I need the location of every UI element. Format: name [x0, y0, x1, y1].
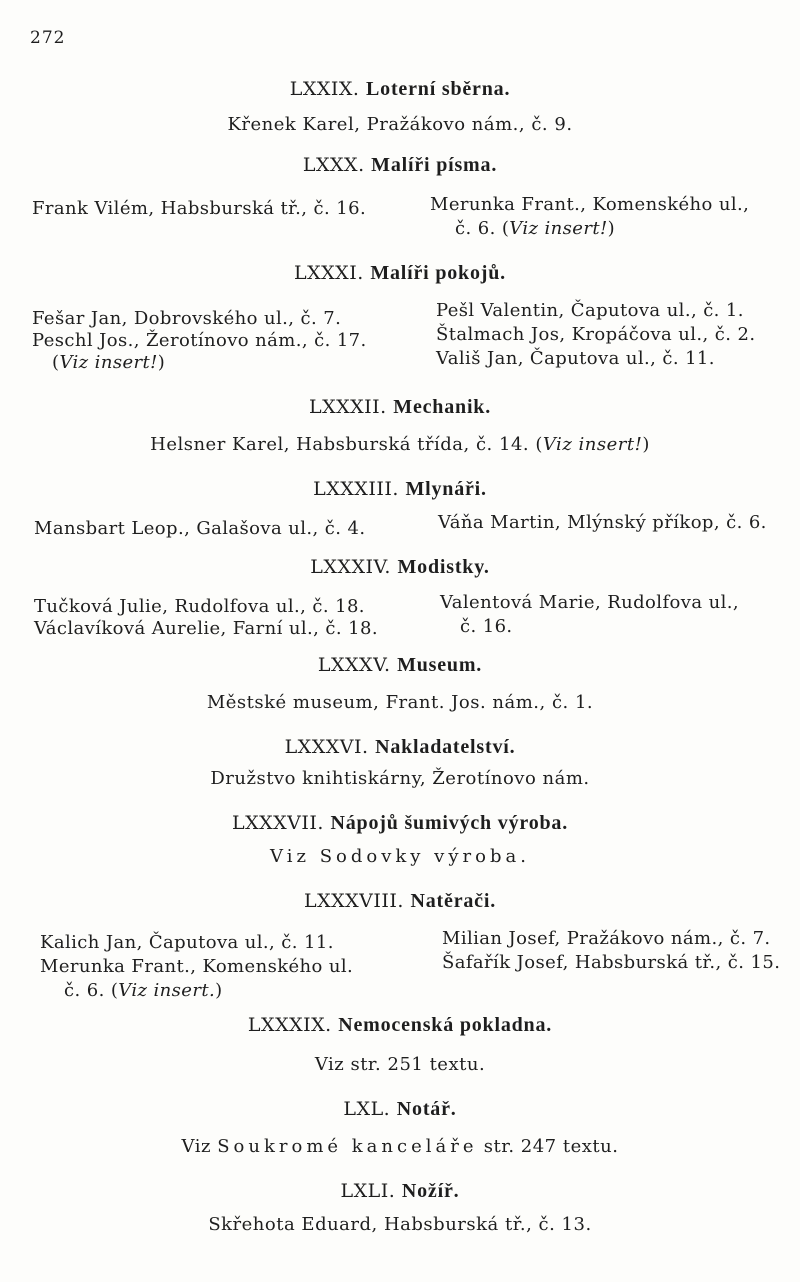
- section-number: LXXXIX.: [247, 1014, 332, 1036]
- section-heading-81: [0, 262, 800, 285]
- entry-line: Vališ Jan, Čaputova ul., č. 11.: [436, 348, 715, 369]
- insert-note: Viz insert!: [509, 218, 608, 239]
- entry-line: Viz Sodovky výroba.: [270, 846, 530, 867]
- section-number: LXXXV.: [317, 654, 391, 676]
- entry-line: Milian Josef, Pražákovo nám., č. 7.: [442, 928, 771, 949]
- section-title: Museum.: [397, 654, 483, 676]
- entry-line: Tučková Julie, Rudolfova ul., č. 18.: [34, 596, 365, 617]
- entry-line: Merunka Frant., Komenského ul.,: [430, 194, 750, 215]
- entry-line: Křenek Karel, Pražákovo nám., č. 9.: [227, 114, 573, 135]
- section-title: Nakladatelství.: [375, 736, 516, 758]
- entry-line: Pešl Valentin, Čaputova ul., č. 1.: [436, 300, 744, 321]
- section-title: Nápojů šumivých výroba.: [330, 812, 569, 834]
- section-heading-89: [0, 1014, 800, 1037]
- section-title: Modistky.: [397, 556, 490, 578]
- section-number: LXLI.: [340, 1180, 396, 1202]
- section-heading-86: [0, 736, 800, 759]
- section-number: LXXXIV.: [310, 556, 391, 578]
- section-heading-91: [0, 1180, 800, 1203]
- entry-line: Helsner Karel, Habsburská třída, č. 14. (Viz insert!): [150, 434, 650, 455]
- entry-line: č. 16.: [460, 616, 513, 637]
- page-number: 272: [30, 28, 66, 48]
- section-title: Nemocenská pokladna.: [338, 1014, 553, 1036]
- section-heading-90: [0, 1098, 800, 1121]
- section-heading-84: [0, 556, 800, 579]
- entry-line: Merunka Frant., Komenského ul.: [40, 956, 354, 977]
- insert-note: Viz insert!: [59, 352, 158, 373]
- section-number: LXXXII.: [308, 396, 387, 418]
- entry-line: Viz str. 251 textu.: [314, 1054, 486, 1075]
- entry-line: č. 6. (Viz insert!): [455, 218, 616, 239]
- entry-line: Městské museum, Frant. Jos. nám., č. 1.: [206, 692, 594, 713]
- section-title: Mechanik.: [393, 396, 492, 418]
- section-heading-83: [0, 478, 800, 501]
- section-number: LXXX.: [302, 154, 365, 176]
- entry-line: Družstvo knihtiskárny, Žerotínovo nám.: [210, 768, 590, 789]
- section-heading-79: [0, 78, 800, 101]
- section-number: LXXXIII.: [313, 478, 399, 500]
- entry-line: Fešar Jan, Dobrovského ul., č. 7.: [32, 308, 342, 329]
- section-title: Notář.: [396, 1098, 457, 1120]
- section-heading-87: [0, 812, 800, 835]
- section-title: Natěrači.: [410, 890, 497, 912]
- entry-line: Skřehota Eduard, Habsburská tř., č. 13.: [208, 1214, 592, 1235]
- section-number: LXXIX.: [289, 78, 360, 100]
- entry-line: Mansbart Leop., Galašova ul., č. 4.: [34, 518, 366, 539]
- entry-line: (Viz insert!): [52, 352, 166, 373]
- section-number: LXL.: [343, 1098, 391, 1120]
- section-number: LXXXVII.: [231, 812, 324, 834]
- section-heading-88: [0, 890, 800, 913]
- entry-line: Valentová Marie, Rudolfova ul.,: [440, 592, 739, 613]
- section-number: LXXXVIII.: [303, 890, 404, 912]
- entry-line: Štalmach Jos, Kropáčova ul., č. 2.: [436, 324, 756, 345]
- section-title: Mlynáři.: [405, 478, 487, 500]
- entry-line: Viz Soukromé kanceláře str. 247 textu.: [181, 1136, 619, 1157]
- entry-line: Šafařík Josef, Habsburská tř., č. 15.: [442, 952, 781, 973]
- entry-line: Kalich Jan, Čaputova ul., č. 11.: [40, 932, 334, 953]
- section-heading-82: [0, 396, 800, 419]
- entry-line: Váňa Martin, Mlýnský příkop, č. 6.: [438, 512, 767, 533]
- section-title: Malíři písma.: [371, 154, 498, 176]
- entry-line: č. 6. (Viz insert.): [64, 980, 223, 1001]
- entry-line: Peschl Jos., Žerotínovo nám., č. 17.: [32, 330, 367, 351]
- insert-note: Viz insert.: [118, 980, 216, 1001]
- section-title: Malíři pokojů.: [370, 262, 506, 284]
- section-number: LXXXVI.: [284, 736, 369, 758]
- section-heading-80: [0, 154, 800, 177]
- section-heading-85: [0, 654, 800, 677]
- insert-note: Viz insert!: [542, 434, 643, 455]
- entry-line: Frank Vilém, Habsburská tř., č. 16.: [32, 198, 367, 219]
- section-number: LXXXI.: [294, 262, 364, 284]
- section-title: Loterní sběrna.: [366, 78, 511, 100]
- entry-line: Václavíková Aurelie, Farní ul., č. 18.: [34, 618, 378, 639]
- section-title: Nožíř.: [401, 1180, 460, 1202]
